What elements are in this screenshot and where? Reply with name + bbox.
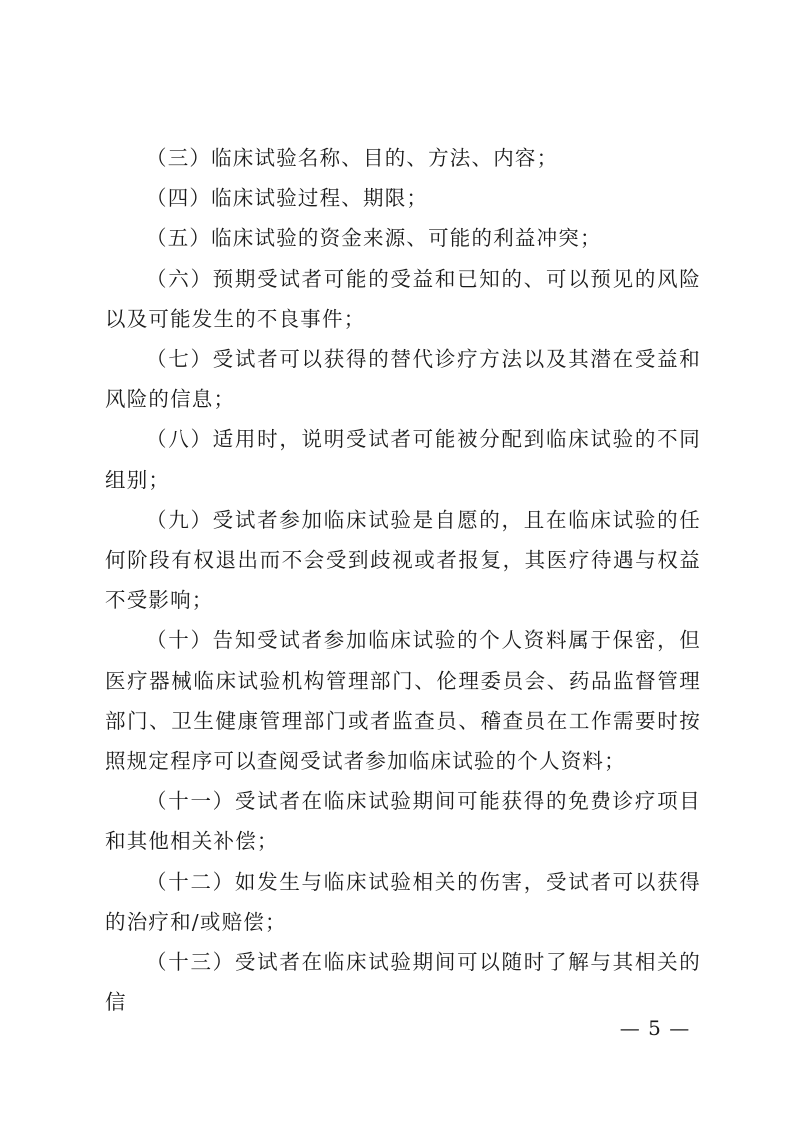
paragraph-item-13: （十三）受试者在临床试验期间可以随时了解与其相关的信 (105, 950, 701, 1015)
paragraph-item-4: （四）临床试验过程、期限； (146, 186, 429, 211)
paragraph-item-7: （七）受试者可以获得的替代诊疗方法以及其潜在受益和风险的信息； (105, 347, 701, 412)
paragraph-item-5: （五）临床试验的资金来源、可能的利益冲突； (146, 226, 602, 251)
paragraph-item-8: （八）适用时，说明受试者可能被分配到临床试验的不同组别； (105, 427, 701, 492)
paragraph-item-11: （十一）受试者在临床试验期间可能获得的免费诊疗项目和其他相关补偿； (105, 789, 701, 854)
document-body (105, 138, 701, 1022)
paragraph-item-3: （三）临床试验名称、目的、方法、内容； (146, 146, 559, 170)
page-number: — 5 — (619, 1016, 691, 1040)
paragraph-item-10: （十）告知受试者参加临床试验的个人资料属于保密，但医疗器械临床试验机构管理部门、伦理委员会、药品监督管理部门、卫生健康管理部门或者监查员、稽查员在工作需要时按照规定程序可以查阅受试者参加临床试验的个人资料； (105, 628, 701, 774)
paragraph-item-9: （九）受试者参加临床试验是自愿的，且在临床试验的任何阶段有权退出而不会受到歧视或者报复，其医疗待遇与权益不受影响； (105, 507, 701, 613)
paragraph-item-6: （六）预期受试者可能的受益和已知的、可以预见的风险以及可能发生的不良事件； (105, 266, 701, 331)
paragraph-item-12: （十二）如发生与临床试验相关的伤害，受试者可以获得的治疗和/或赔偿； (105, 869, 701, 934)
